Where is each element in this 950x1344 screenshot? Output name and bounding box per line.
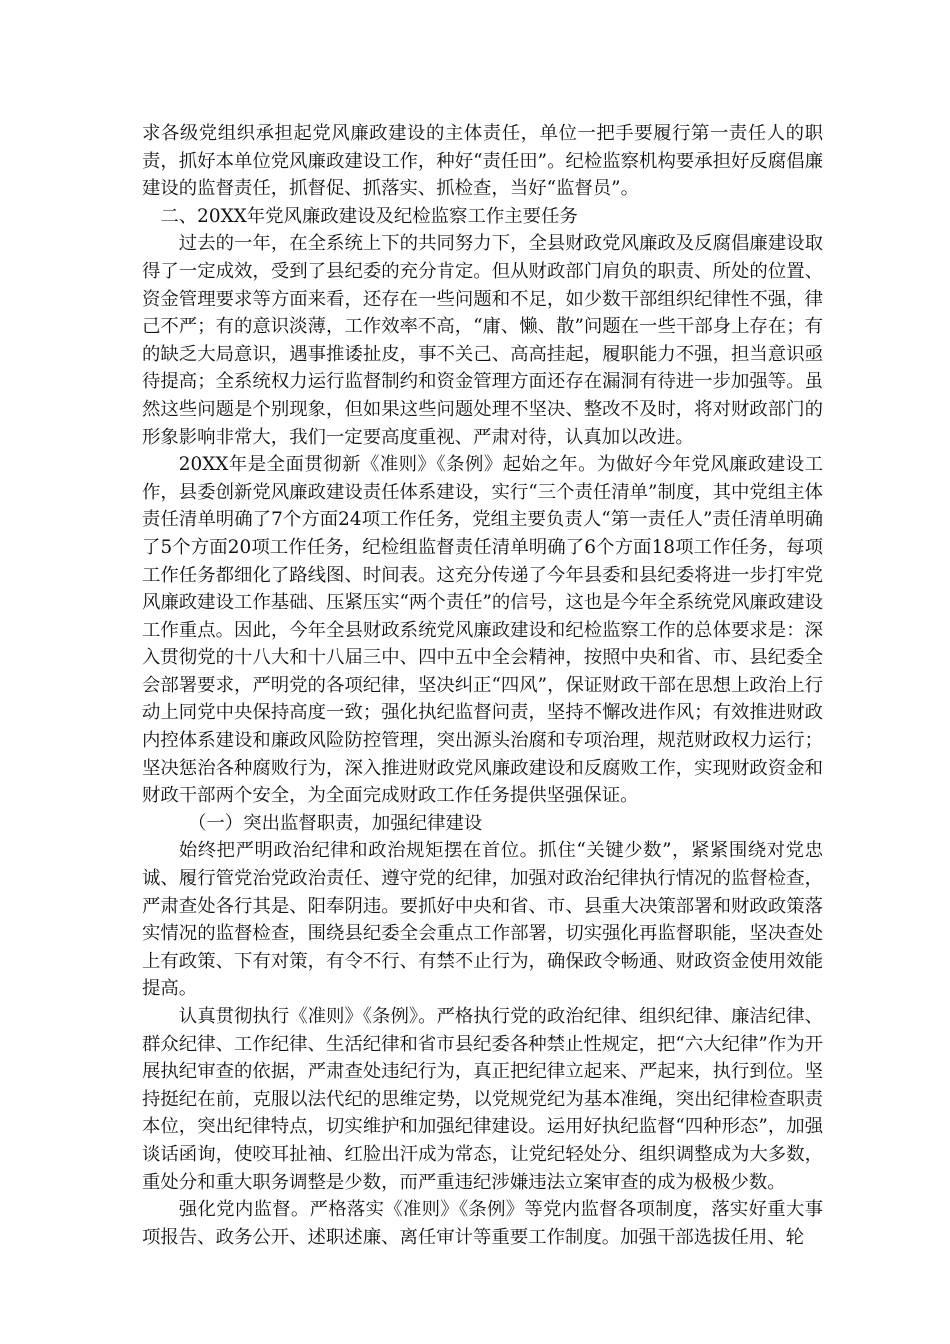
body-paragraph: 求各级党组织承担起党风廉政建设的主体责任，单位一把手要履行第一责任人的职责，抓好本单位党风廉政建设工作，种好“责任田”。纪检监察机构要承担好反腐倡廉建设的监督责任，抓督促、抓落实、抓检查，当好“监督员”。 bbox=[142, 123, 823, 200]
body-paragraph: 认真贯彻执行《准则》《条例》。严格执行党的政治纪律、组织纪律、廉洁纪律、群众纪律、工作纪律、生活纪律和省市县纪委各种禁止性规定，把“六大纪律”作为开展执纪审查的依据，严肃查处违纪行为，真正把纪律立起来、严起来，执行到位。坚持挺纪在前，克服以法代纪的思维定势，以党规党纪为基本准绳，突出纪律检查职责本位，突出纪律特点，切实维护和加强纪律建设。运用好执纪监督“四种形态”，加强谈话函询，使咬耳扯袖、红脸出汗成为常态，让党纪轻处分、组织调整成为大多数，重处分和重大职务调整是少数，而严重违纪涉嫌违法立案审查的成为极极少数。 bbox=[142, 1006, 823, 1193]
document-page bbox=[142, 120, 823, 1251]
body-paragraph: 始终把严明政治纪律和政治规矩摆在首位。抓住“关键少数”，紧紧围绕对党忠诚、履行管党治党政治责任、遵守党的纪律，加强对政治纪律执行情况的监督检查，严肃查处各行其是、阳奉阴违。要抓好中央和省、市、县重大决策部署和财政政策落实情况的监督检查，围绕县纪委全会重点工作部署，切实强化再监督职能，坚决查处上有政策、下有对策，有令不行、有禁不止行为，确保政令畅通、财政资金使用效能提高。 bbox=[142, 840, 823, 1000]
body-paragraph: 20XX年是全面贯彻新《准则》《条例》起始之年。为做好今年党风廉政建设工作，县委创新党风廉政建设责任体系建设，实行“三个责任清单”制度，其中党组主体责任清单明确了7个方面24项工作任务，党组主要负责人“第一责任人”责任清单明确了5个方面20项工作任务，纪检组监督责任清单明确了6个方面18项工作任务，每项工作任务都细化了路线图、时间表。这充分传递了今年县委和县纪委将进一步打牢党风廉政建设工作基础、压紧压实“两个责任”的信号，这也是今年全系统党风廉政建设工作重点。因此，今年全县财政系统党风廉政建设和纪检监察工作的总体要求是：深入贯彻党的十八大和十八届三中、四中五中全会精神，按照中央和省、市、县纪委全会部署要求，严明党的各项纪律，坚决纠正“四风”，保证财政干部在思想上政治上行动上同党中央保持高度一致；强化执纪监督问责，坚持不懈改进作风；有效推进财政内控体系建设和廉政风险防控管理，突出源头治腐和专项治理，规范财政权力运行；坚决惩治各种腐败行为，深入推进财政党风廉政建设和反腐败工作，实现财政资金和财政干部两个安全，为全面完成财政工作任务提供坚强保证。 bbox=[142, 454, 823, 807]
section-heading: 二、20XX年党风廉政建设及纪检监察工作主要任务 bbox=[160, 205, 578, 227]
body-paragraph: 过去的一年，在全系统上下的共同努力下，全县财政党风廉政及反腐倡廉建设取得了一定成效，受到了县纪委的充分肯定。但从财政部门肩负的职责、所处的位置、资金管理要求等方面来看，还存在一些问题和不足，如少数干部组织纪律性不强，律己不严；有的意识淡薄，工作效率不高，“庸、懒、散”问题在一些干部身上存在；有的缺乏大局意识，遇事推诿扯皮，事不关己、高高挂起，履职能力不强，担当意识亟待提高；全系统权力运行监督制约和资金管理方面还存在漏洞有待进一步加强等。虽然这些问题是个别现象，但如果这些问题处理不坚决、整改不及时，将对财政部门的形象影响非常大，我们一定要高度重视、严肃对待，认真加以改进。 bbox=[142, 233, 823, 448]
body-paragraph: 强化党内监督。严格落实《准则》《条例》等党内监督各项制度，落实好重大事项报告、政务公开、述职述廉、离任审计等重要工作制度。加强干部选拔任用、轮 bbox=[142, 1199, 823, 1248]
subsection-heading: （一）突出监督职责，加强纪律建设 bbox=[188, 812, 483, 834]
